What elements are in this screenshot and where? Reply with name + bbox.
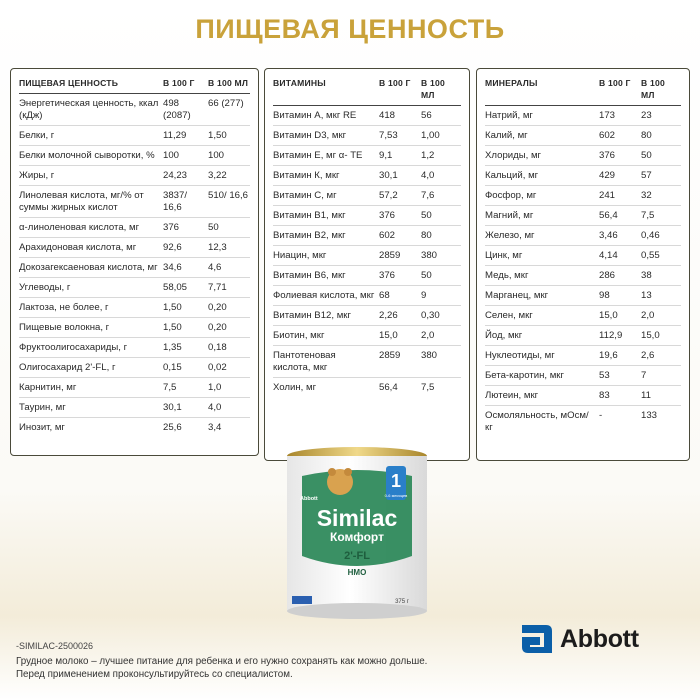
row-name: Осмоляльность, мОсм/кг [485, 410, 589, 433]
row-name: Белки, г [19, 130, 55, 141]
row-name: Железо, мг [485, 230, 535, 241]
row-value-per-100ml: 2,6 [641, 350, 655, 361]
stage-number: 1 [390, 471, 402, 491]
table-row [19, 146, 250, 166]
row-name: Калий, мг [485, 130, 528, 141]
row-name: Арахидоновая кислота, мг [19, 242, 137, 253]
table-row [485, 366, 681, 386]
row-name: Белки молочной сыворотки, % [19, 150, 155, 161]
row-name: Витамин С, мг [273, 190, 337, 201]
table-row [273, 378, 461, 397]
table-row [19, 338, 250, 358]
table-row [19, 358, 250, 378]
column-header-name: МИНЕРАЛЫ [485, 78, 538, 88]
table-row [19, 398, 250, 418]
row-name: Витамин Е, мг α- ТЕ [273, 150, 363, 161]
table-row [273, 186, 461, 206]
row-value-per-100ml: 1,00 [421, 130, 440, 141]
row-value-per-100ml: 510/ 16,6 [208, 190, 249, 201]
row-value-per-100ml: 9 [421, 290, 427, 301]
row-value-per-100g: 58,05 [163, 282, 188, 293]
row-value-per-100g: 2859 [379, 350, 401, 361]
row-name: Нуклеотиды, мг [485, 350, 555, 361]
row-value-per-100g: 0,15 [163, 362, 182, 373]
table-row [485, 266, 681, 286]
row-value-per-100ml: 0,20 [208, 302, 227, 313]
row-name: Докозагексаеновая кислота, мг [19, 262, 158, 273]
table-row [19, 186, 250, 218]
row-value-per-100ml: 66 (277) [208, 98, 244, 109]
row-value-per-100ml: 0,18 [208, 342, 227, 353]
row-name: Марганец, мкг [485, 290, 549, 301]
row-value-per-100g: 92,6 [163, 242, 182, 253]
can-badge [292, 596, 312, 604]
row-value-per-100g: 100 [163, 150, 180, 161]
table-row [273, 326, 461, 346]
table-row [485, 406, 681, 437]
nutrition-table [10, 68, 259, 456]
row-value-per-100ml: 380 [421, 350, 438, 361]
row-value-per-100ml: 0,30 [421, 310, 440, 321]
label-hmo: HMO [347, 568, 367, 577]
row-value-per-100ml: 380 [421, 250, 438, 261]
table-row [485, 246, 681, 266]
row-value-per-100g: 15,0 [599, 310, 618, 321]
table-row [485, 106, 681, 126]
row-name: Пищевые волокна, г [19, 322, 110, 333]
disclaimer-line-1: Грудное молоко – лучшее питание для ребенка и его нужно сохранять как можно дольше. [16, 656, 428, 667]
row-value-per-100ml: 4,0 [208, 402, 222, 413]
row-value-per-100g: 1,50 [163, 322, 182, 333]
row-value-per-100g: 173 [599, 110, 616, 121]
column-header-name: ПИЩЕВАЯ ЦЕННОСТЬ [19, 78, 119, 88]
row-value-per-100ml: 100 [208, 150, 225, 161]
row-value-per-100g: 376 [379, 270, 396, 281]
row-name: Фосфор, мг [485, 190, 537, 201]
table-row [19, 318, 250, 338]
row-value-per-100g: 376 [163, 222, 180, 233]
row-value-per-100ml: 1,0 [208, 382, 222, 393]
row-name: Селен, мкг [485, 310, 533, 321]
table-row [485, 286, 681, 306]
row-value-per-100g: 241 [599, 190, 616, 201]
row-name: Пантотеновая кислота, мкг [273, 350, 336, 373]
row-value-per-100ml: 50 [208, 222, 219, 233]
row-value-per-100g: 3837/ 16,6 [163, 190, 188, 213]
row-value-per-100ml: 3,4 [208, 422, 222, 433]
row-name: Ниацин, мкг [273, 250, 327, 261]
can-bottom [287, 603, 427, 619]
table-row [485, 306, 681, 326]
row-name: Витамин D3, мкг [273, 130, 347, 141]
table-row [485, 346, 681, 366]
table-row [19, 238, 250, 258]
table-row [19, 418, 250, 437]
row-value-per-100ml: 50 [641, 150, 652, 161]
row-value-per-100ml: 7 [641, 370, 647, 381]
label-2fl: 2'-FL [344, 550, 370, 562]
row-value-per-100g: 7,53 [379, 130, 398, 141]
row-name: Витамин А, мкг RE [273, 110, 357, 121]
table-row [273, 246, 461, 266]
product-can-image [282, 446, 432, 621]
row-name: Энергетическая ценность, ккал (кДж) [19, 98, 159, 121]
vitamins-table-header [273, 69, 461, 106]
row-value-per-100g: 112,9 [599, 330, 623, 341]
row-value-per-100g: 2859 [379, 250, 401, 261]
row-value-per-100ml: 50 [421, 210, 432, 221]
table-row [273, 166, 461, 186]
can-weight: 375 г [395, 599, 409, 605]
row-name: Лютеин, мкг [485, 390, 539, 401]
abbott-logo [520, 623, 639, 655]
table-row [273, 306, 461, 326]
row-name: Холин, мг [273, 382, 317, 393]
row-value-per-100g: 83 [599, 390, 610, 401]
row-value-per-100ml: 80 [421, 230, 432, 241]
nutrition-table-header [19, 69, 250, 94]
row-name: Витамин В12, мкг [273, 310, 351, 321]
row-value-per-100ml: 2,0 [641, 310, 655, 321]
table-row [273, 346, 461, 378]
row-value-per-100ml: 32 [641, 190, 652, 201]
abbott-logo-icon [520, 623, 554, 655]
row-value-per-100g: 57,2 [379, 190, 398, 201]
row-value-per-100ml: 50 [421, 270, 432, 281]
row-name: Натрий, мг [485, 110, 533, 121]
row-value-per-100ml: 7,5 [641, 210, 655, 221]
row-value-per-100g: 24,23 [163, 170, 188, 181]
disclaimer [16, 655, 427, 681]
row-value-per-100g: 9,1 [379, 150, 393, 161]
disclaimer-line-2: Перед применением проконсультируйтесь со специалистом. [16, 669, 293, 680]
table-row [273, 146, 461, 166]
table-row [485, 186, 681, 206]
row-name: Карнитин, мг [19, 382, 77, 393]
row-value-per-100g: 1,50 [163, 302, 182, 313]
table-row [19, 126, 250, 146]
table-row [19, 378, 250, 398]
row-name: Хлориды, мг [485, 150, 542, 161]
row-value-per-100ml: 23 [641, 110, 652, 121]
row-value-per-100g: 11,29 [163, 130, 187, 141]
row-value-per-100g: 19,6 [599, 350, 618, 361]
row-value-per-100ml: 1,50 [208, 130, 227, 141]
row-value-per-100ml: 133 [641, 410, 658, 421]
row-name: Медь, мкг [485, 270, 529, 281]
row-value-per-100g: 418 [379, 110, 396, 121]
table-row [19, 298, 250, 318]
row-value-per-100ml: 7,6 [421, 190, 435, 201]
table-row [19, 218, 250, 238]
table-row [485, 146, 681, 166]
table-row [273, 286, 461, 306]
row-value-per-100ml: 2,0 [421, 330, 435, 341]
row-value-per-100ml: 7,5 [421, 382, 435, 393]
table-row [19, 278, 250, 298]
row-value-per-100ml: 11 [641, 390, 651, 401]
row-name: Фруктоолигосахариды, г [19, 342, 128, 353]
table-row [485, 206, 681, 226]
product-line: Комфорт [330, 530, 384, 544]
row-value-per-100ml: 80 [641, 130, 652, 141]
row-value-per-100g: 286 [599, 270, 616, 281]
row-value-per-100g: 3,46 [599, 230, 618, 241]
row-value-per-100g: 53 [599, 370, 610, 381]
row-name: Витамин В2, мкг [273, 230, 346, 241]
row-name: Таурин, мг [19, 402, 66, 413]
table-row [273, 206, 461, 226]
row-value-per-100ml: 0,55 [641, 250, 660, 261]
page-title: ПИЩЕВАЯ ЦЕННОСТЬ [195, 14, 505, 44]
row-value-per-100ml: 12,3 [208, 242, 227, 253]
row-value-per-100ml: 7,71 [208, 282, 227, 293]
table-row [273, 106, 461, 126]
row-value-per-100ml: 38 [641, 270, 652, 281]
column-header-per-100ml: В 100 МЛ [641, 78, 665, 100]
can-maker-small: Abbott [300, 496, 318, 502]
table-row [485, 386, 681, 406]
row-value-per-100g: 602 [379, 230, 396, 241]
row-name: α-линоленовая кислота, мг [19, 222, 140, 233]
row-value-per-100g: 7,5 [163, 382, 177, 393]
row-value-per-100g: 498 (2087) [163, 98, 191, 121]
row-value-per-100g: 602 [599, 130, 616, 141]
row-name: Инозит, мг [19, 422, 65, 433]
column-header-per-100ml: В 100 МЛ [208, 78, 249, 88]
row-value-per-100g: 56,4 [599, 210, 618, 221]
row-value-per-100ml: 0,20 [208, 322, 227, 333]
row-value-per-100g: 429 [599, 170, 616, 181]
table-row [485, 326, 681, 346]
row-value-per-100g: 56,4 [379, 382, 398, 393]
row-name: Линолевая кислота, мг/% от суммы жирных кислот [19, 190, 144, 213]
table-row [19, 258, 250, 278]
column-header-per-100g: В 100 Г [163, 78, 195, 88]
row-value-per-100g: 1,35 [163, 342, 182, 353]
table-row [19, 166, 250, 186]
table-row [273, 226, 461, 246]
row-value-per-100ml: 56 [421, 110, 432, 121]
row-name: Витамин В1, мкг [273, 210, 346, 221]
row-value-per-100g: 376 [599, 150, 616, 161]
row-name: Цинк, мг [485, 250, 523, 261]
row-value-per-100g: 30,1 [163, 402, 182, 413]
product-code: -SIMILAC-2500026 [16, 641, 94, 651]
table-row [485, 166, 681, 186]
table-row [19, 94, 250, 126]
row-name: Биотин, мкг [273, 330, 325, 341]
row-name: Углеводы, г [19, 282, 71, 293]
row-value-per-100ml: 0,46 [641, 230, 660, 241]
vitamins-table [264, 68, 470, 461]
row-value-per-100g: 376 [379, 210, 396, 221]
row-name: Витамин В6, мкг [273, 270, 346, 281]
row-value-per-100g: 25,6 [163, 422, 182, 433]
row-value-per-100g: 4,14 [599, 250, 618, 261]
row-value-per-100ml: 15,0 [641, 330, 660, 341]
brand-name: Similac [316, 505, 398, 531]
table-row [273, 126, 461, 146]
column-header-per-100ml: В 100 МЛ [421, 78, 445, 100]
row-name: Бета-каротин, мкг [485, 370, 565, 381]
row-value-per-100g: 68 [379, 290, 390, 301]
column-header-per-100g: В 100 Г [599, 78, 631, 88]
row-value-per-100g: - [599, 410, 603, 421]
row-name: Кальций, мг [485, 170, 539, 181]
row-value-per-100g: 98 [599, 290, 610, 301]
row-name: Олигосахарид 2'-FL, г [19, 362, 116, 373]
row-value-per-100g: 30,1 [379, 170, 398, 181]
row-name: Витамин К, мкг [273, 170, 340, 181]
row-name: Йод, мкг [485, 330, 523, 341]
row-value-per-100g: 34,6 [163, 262, 182, 273]
row-value-per-100ml: 3,22 [208, 170, 227, 181]
row-name: Фолиевая кислота, мкг [273, 290, 375, 301]
table-row [485, 226, 681, 246]
minerals-table-header [485, 69, 681, 106]
minerals-table [476, 68, 690, 461]
row-value-per-100ml: 0,02 [208, 362, 227, 373]
row-name: Лактоза, не более, г [19, 302, 109, 313]
row-value-per-100ml: 1,2 [421, 150, 435, 161]
row-value-per-100ml: 13 [641, 290, 652, 301]
table-row [273, 266, 461, 286]
row-value-per-100ml: 4,6 [208, 262, 222, 273]
row-value-per-100ml: 4,0 [421, 170, 435, 181]
age-label: 0-6 месяцев [384, 493, 408, 498]
row-value-per-100ml: 57 [641, 170, 652, 181]
row-value-per-100g: 15,0 [379, 330, 398, 341]
row-name: Магний, мг [485, 210, 534, 221]
table-row [485, 126, 681, 146]
row-value-per-100g: 2,26 [379, 310, 398, 321]
column-header-name: ВИТАМИНЫ [273, 78, 326, 88]
row-name: Жиры, г [19, 170, 55, 181]
abbott-logo-word: Abbott [560, 624, 639, 653]
column-header-per-100g: В 100 Г [379, 78, 411, 88]
